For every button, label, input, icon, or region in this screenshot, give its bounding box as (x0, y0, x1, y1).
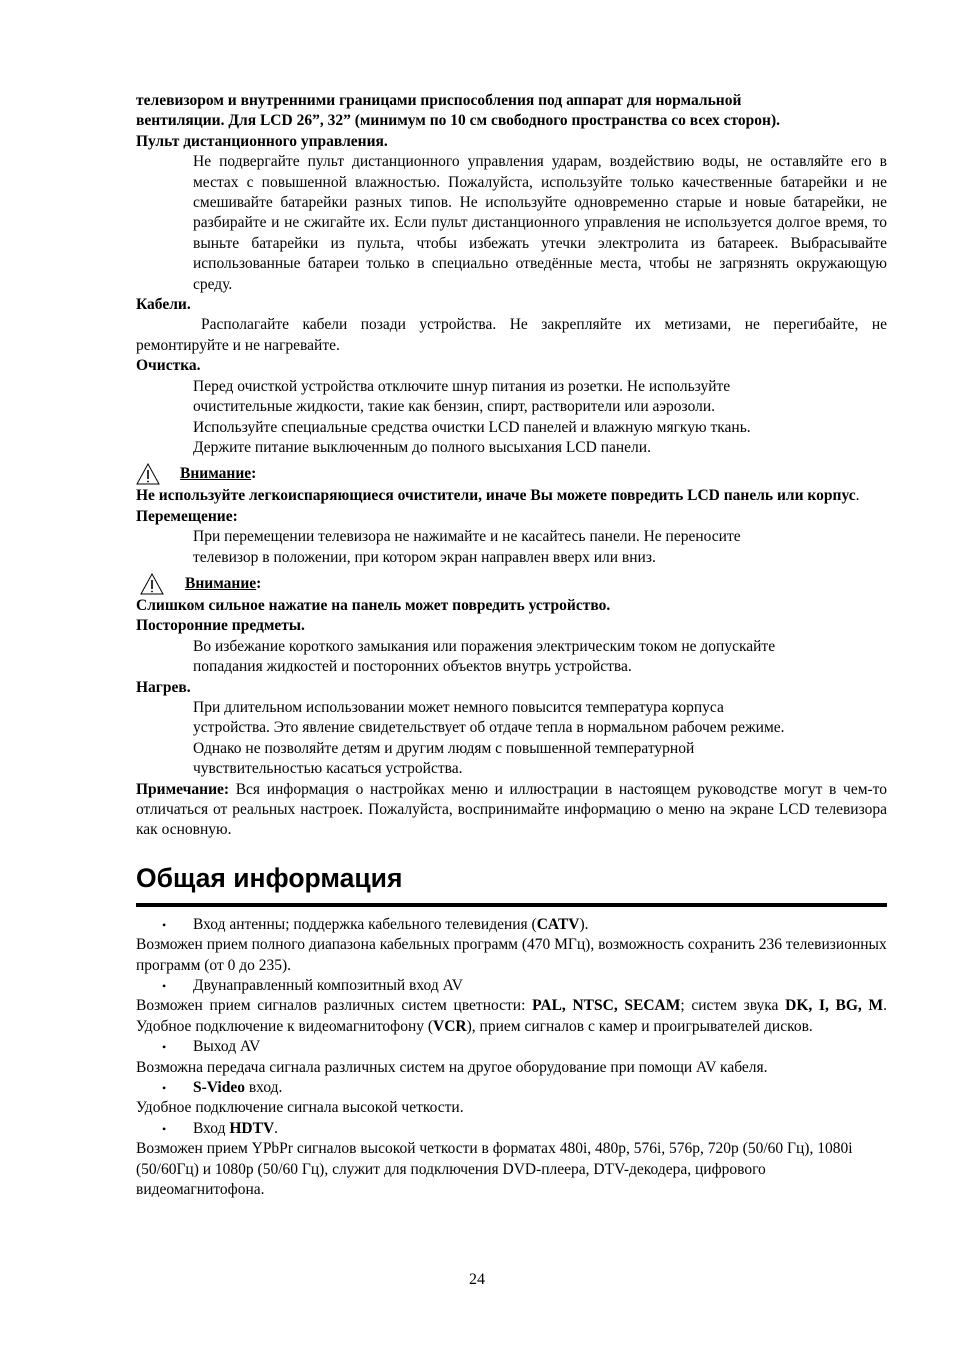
feature-desc-svideo: Удобное подключение сигнала высокой четкости. (136, 1099, 464, 1117)
foreign-body (193, 637, 887, 678)
warning-triangle-icon (136, 463, 160, 485)
heat-body (193, 698, 887, 780)
feature-bullet-av-in: • Двунаправленный композитный вход AV (136, 976, 887, 996)
bullet-icon: • (162, 1040, 167, 1055)
foreign-line: попадания жидкостей и посторонних объектов внутрь устройства. (193, 658, 632, 676)
heat-line: устройства. Это явление свидетельствует об отдаче тепла в нормальном рабочем режиме. (193, 719, 785, 737)
warning-triangle-icon (140, 573, 164, 595)
cleaning-heading: Очистка. (136, 357, 201, 375)
feature-desc-hdtv: Возможен прием YPbPr сигналов высокой четкости в форматах 480i, 480p, 576i, 576p, 720p (50/60 Гц), 1080i (50/60Гц) и 1080p (50/60 Гц), служит для подключения DVD-плеера, DTV-декодера, цифрового видеомагнитофона. (136, 1140, 853, 1199)
moving-line: телевизор в положении, при котором экран направлен вверх или вниз. (193, 548, 656, 566)
warning-1-text: Не используйте легкоиспаряющиеся очистители, иначе Вы можете повредить LCD панель или корпус. (136, 487, 860, 505)
ventilation-line-1: телевизором и внутренними границами приспособления под аппарат для нормальной (136, 92, 742, 109)
heat-line: чувствительностью касаться устройства. (193, 760, 463, 778)
cleaning-line: Держите питание выключенным до полного высыхания LCD панели. (193, 438, 651, 456)
cleaning-line: Используйте специальные средства очистки LCD панелей и влажную мягкую ткань. (193, 418, 751, 436)
foreign-line: Во избежание короткого замыкания или поражения электрическим током не допускайте (193, 637, 776, 655)
heat-heading: Нагрев. (136, 678, 191, 696)
heat-line: При длительном использовании может немного повысится температура корпуса (193, 698, 724, 716)
note-label: Примечание: (136, 780, 230, 798)
feature-bullet-av-out: • Выход AV (136, 1037, 887, 1057)
page-body (136, 91, 887, 1201)
feature-bullet-catv: • Вход антенны; поддержка кабельного телевидения (CATV). (136, 915, 887, 935)
cables-body: Располагайте кабели позади устройства. Не закрепляйте их метизами, не перегибайте, не ремонтируйте и не нагревайте. (136, 316, 887, 354)
cleaning-line: Перед очисткой устройства отключите шнур питания из розетки. Не используйте (193, 377, 731, 395)
feature-desc-catv: Возможен прием полного диапазона кабельных программ (470 МГц), возможность сохранить 236 телевизионных программ (от 0 до 235). (136, 936, 887, 974)
remote-body: Не подвергайте пульт дистанционного управления ударам, воздействию воды, не оставляйте его в местах с повышенной влажностью. Пожалуйста, используйте только качественные батарейки и не смешивайте батарейки разных типов. Не используйте одновременно старые и новые батарейки, не разбирайте и не сжигайте их. Если пульт дистанционного управления не используется долгое время, то выньте батарейки из пульта, чтобы избежать утечки электролита из батареек. Выбрасывайте использованные батареи только в специально отведённые места, чтобы не загрязнять окружающую среду. (193, 153, 887, 293)
feature-bullet-hdtv: • Вход HDTV. (136, 1119, 887, 1139)
section-title: Общая информация (136, 861, 887, 907)
warning-2-text: Слишком сильное нажатие на панель может повредить устройство. (136, 596, 611, 614)
warning-1-label: Внимание: (180, 465, 257, 483)
warning-2-row (136, 572, 887, 596)
bullet-icon: • (162, 979, 167, 994)
moving-heading: Перемещение: (136, 507, 238, 525)
cables-heading: Кабели. (136, 296, 191, 314)
page-number: 24 (469, 1271, 485, 1288)
feature-list (136, 915, 887, 1201)
warning-1-row (136, 462, 887, 486)
heat-line: Однако не позволяйте детям и другим людям с повышенной температурной (193, 739, 695, 757)
feature-desc-av-in: Возможен прием сигналов различных систем цветности: PAL, NTSC, SECAM; систем звука DK, I, BG, M. Удобное подключение к видеомагнитофону (VCR), прием сигналов с камер и проигрывателей дисков. (136, 997, 888, 1035)
feature-bullet-svideo: • S-Video вход. (136, 1078, 887, 1098)
warning-2-label: Внимание: (185, 574, 262, 592)
note-paragraph: Примечание: Вся информация о настройках меню и иллюстрации в настоящем руководстве могут в чем-то отличаться от реальных настроек. Пожалуйста, воспринимайте информацию о меню на экране LCD телевизора как основную. (136, 780, 887, 839)
moving-line: При перемещении телевизора не нажимайте и не касайтесь панели. Не переносите (193, 528, 741, 546)
bullet-icon: • (162, 1081, 167, 1096)
remote-heading: Пульт дистанционного управления. (136, 132, 388, 150)
cleaning-body (193, 377, 887, 459)
ventilation-line-2: вентиляции. Для LCD 26”, 32” (минимум по 10 см свободного пространства со всех сторон). (136, 112, 781, 130)
moving-body (193, 527, 887, 568)
bullet-icon: • (162, 1121, 167, 1136)
foreign-heading: Посторонние предметы. (136, 617, 305, 635)
feature-desc-av-out: Возможна передача сигнала различных систем на другое оборудование при помощи AV кабеля. (136, 1058, 768, 1076)
bullet-icon: • (162, 917, 167, 932)
cleaning-line: очистительные жидкости, такие как бензин, спирт, растворители или аэрозоли. (193, 398, 716, 416)
